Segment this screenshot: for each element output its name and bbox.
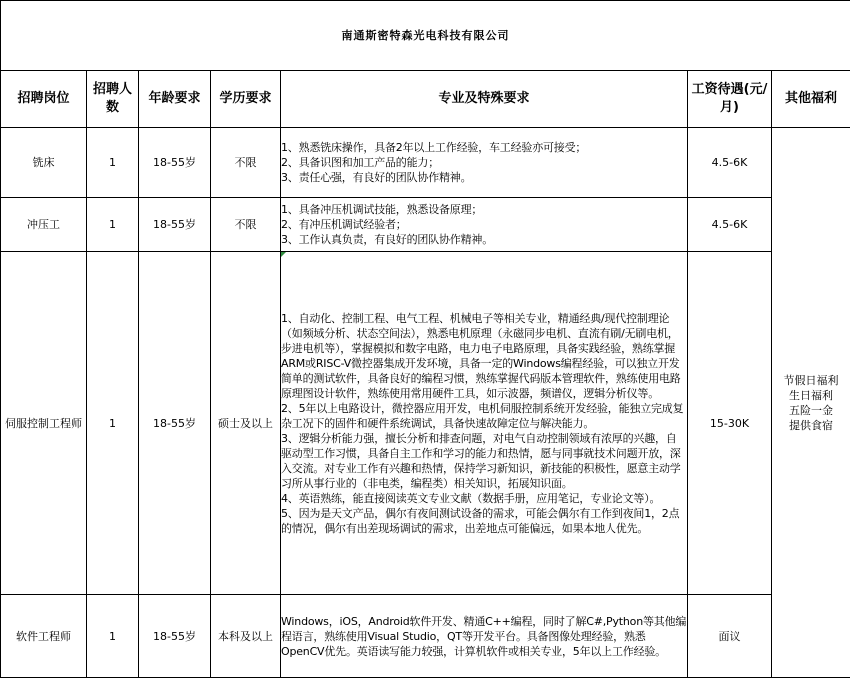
- position-cell: 冲压工: [1, 198, 87, 252]
- education-cell: 硕士及以上: [211, 252, 281, 595]
- education-cell: 不限: [211, 198, 281, 252]
- header-requirements: 专业及特殊要求: [281, 71, 688, 128]
- requirement-line: Windows，iOS，Android软件开发、精通C++编程，同时了解C#,Python等其他编程语言，熟练使用Visual Studio，QT等开发平台。具备图像处理经验，熟悉OpenCV优先。英语读写能力较强，计算机软件或相关专业，5年以上工作经验。: [281, 614, 687, 659]
- benefit-item: 提供食宿: [772, 418, 850, 433]
- header-salary: 工资待遇(元/月): [688, 71, 772, 128]
- header-age: 年龄要求: [139, 71, 211, 128]
- requirement-line: 5、因为是天文产品，偶尔有夜间测试设备的需求，可能会偶尔有工作到夜间1，2点的情况，偶尔有出差现场调试的需求，出差地点可能偏远，如果本地人优先。: [281, 506, 687, 536]
- requirements-cell: [281, 252, 688, 595]
- requirement-line: 1、熟悉铣床操作，具备2年以上工作经验，车工经验亦可接受；: [281, 140, 687, 155]
- education-cell: 本科及以上: [211, 595, 281, 678]
- count-cell: 1: [87, 198, 139, 252]
- requirements-cell: [281, 595, 688, 678]
- salary-cell: 面议: [688, 595, 772, 678]
- age-cell: 18-55岁: [139, 198, 211, 252]
- header-education: 学历要求: [211, 71, 281, 128]
- header-count: 招聘人数: [87, 71, 139, 128]
- salary-cell: 15-30K: [688, 252, 772, 595]
- position-cell: 伺服控制工程师: [1, 252, 87, 595]
- requirement-line: 3、工作认真负责，有良好的团队协作精神。: [281, 232, 687, 247]
- requirements-cell: [281, 128, 688, 198]
- count-cell: 1: [87, 128, 139, 198]
- table-row: [1, 198, 850, 252]
- benefits-cell: [772, 128, 850, 678]
- benefit-item: 五险一金: [772, 403, 850, 418]
- table-row: [1, 595, 850, 678]
- age-cell: 18-55岁: [139, 128, 211, 198]
- salary-cell: 4.5-6K: [688, 128, 772, 198]
- requirement-line: 3、逻辑分析能力强，擅长分析和排查问题，对电气自动控制领域有浓厚的兴趣，自驱动型工作习惯，具备自主工作和学习的能力和热情，愿与同事就技术问题开放，深入交流。对专业工作有兴趣和热情，保持学习新知识，新技能的积极性，愿意主动学习所从事行业的（非电类，编程类）相关知识，拓展知识面。: [281, 431, 687, 491]
- requirement-line: 2、具备识图和加工产品的能力；: [281, 155, 687, 170]
- salary-cell: 4.5-6K: [688, 198, 772, 252]
- table-row: [1, 128, 850, 198]
- header-position: 招聘岗位: [1, 71, 87, 128]
- table-row: [1, 252, 850, 595]
- position-cell: 铣床: [1, 128, 87, 198]
- requirements-cell: [281, 198, 688, 252]
- benefit-item: 节假日福利: [772, 373, 850, 388]
- benefit-item: 生日福利: [772, 388, 850, 403]
- requirement-line: 2、5年以上电路设计，微控器应用开发，电机伺服控制系统开发经验，能独立完成复杂工况下的固件和硬件系统调试，具备快速故障定位与解决能力。: [281, 401, 687, 431]
- requirement-line: 1、自动化、控制工程、电气工程、机械电子等相关专业，精通经典/现代控制理论（如频域分析、状态空间法），熟悉电机原理（永磁同步电机、直流有刷/无刷电机，步进电机等），掌握模拟和数字电路，电力电子电路原理，具备实践经验，熟练掌握ARM或RISC-V微控器集成开发环境，具备一定的Windows编程经验，可以独立开发简单的测试软件，具备良好的编程习惯，熟练掌握代码版本管理软件，熟练使用电路原理图设计软件，熟练使用常用硬件工具，如示波器，频谱仪，逻辑分析仪等。: [281, 311, 687, 401]
- count-cell: 1: [87, 252, 139, 595]
- education-cell: 不限: [211, 128, 281, 198]
- header-benefits: 其他福利: [772, 71, 850, 128]
- requirement-line: 2、有冲压机调试经验者；: [281, 217, 687, 232]
- age-cell: 18-55岁: [139, 595, 211, 678]
- requirement-line: 1、具备冲压机调试技能，熟悉设备原理；: [281, 202, 687, 217]
- header-row: [1, 71, 850, 128]
- age-cell: 18-55岁: [139, 252, 211, 595]
- company-title: 南通斯密特森光电科技有限公司: [1, 1, 850, 71]
- requirement-line: 4、英语熟练，能直接阅读英文专业文献（数据手册，应用笔记，专业论文等）。: [281, 491, 687, 506]
- position-cell: 软件工程师: [1, 595, 87, 678]
- count-cell: 1: [87, 595, 139, 678]
- requirement-line: 3、责任心强，有良好的团队协作精神。: [281, 170, 687, 185]
